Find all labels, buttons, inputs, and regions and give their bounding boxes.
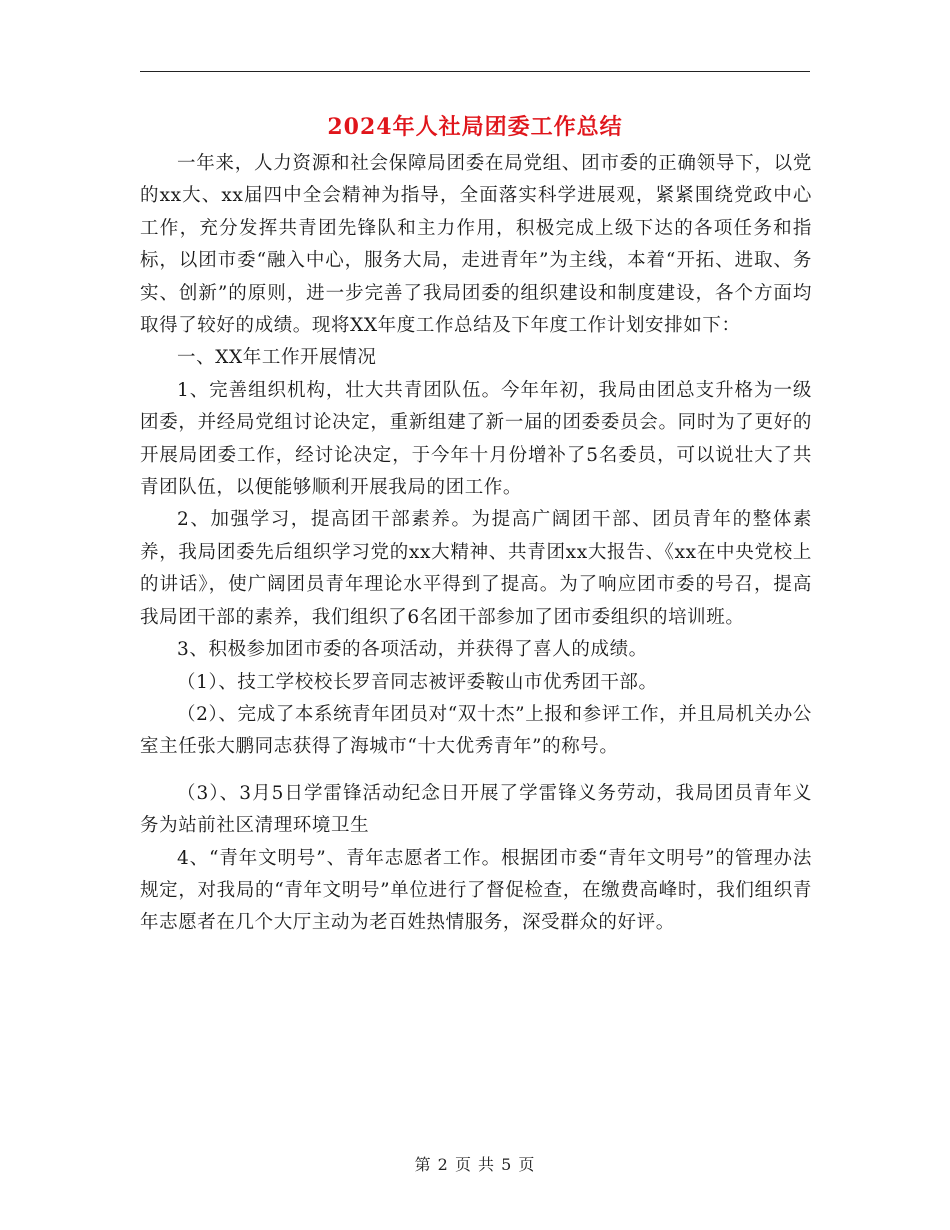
footer-page-number: 2 bbox=[437, 1155, 449, 1174]
page-footer bbox=[140, 1152, 810, 1175]
paragraph-item-2: 2、加强学习，提高团干部素养。为提高广阔团干部、团员青年的整体素养，我局团委先后组织学习党的xx大精神、共青团xx大报告、《xx在中央党校上的讲话》，使广阔团员青年理论水平得到了提高。为了响应团市委的号召，提高我局团干部的素养，我们组织了6名团干部参加了团市委组织的培训班。 bbox=[140, 509, 812, 628]
paragraph-item-1: 1、完善组织机构，壮大共青团队伍。今年年初，我局由团总支升格为一级团委，并经局党组讨论决定，重新组建了新一届的团委委员会。同时为了更好的开展局团委工作，经讨论决定，于今年十月份增补了5名委员，可以说壮大了共青团队伍，以便能够顺利开展我局的团工作。 bbox=[140, 379, 812, 499]
document-title: 2024年人社局团委工作总结 bbox=[327, 114, 623, 140]
footer-prefix: 第 bbox=[414, 1155, 432, 1174]
paragraph-intro: 一年来，人力资源和社会保障局团委在局党组、团市委的正确领导下，以党的xx大、xx届四中全会精神为指导，全面落实科学进展观，紧紧围绕党政中心工作，充分发挥共青团先锋队和主力作用，积极完成上级下达的各项任务和指标，以团市委“融入中心，服务大局，走进青年”为主线，本着“开拓、进取、务实、创新”的原则，进一步完善了我局团委的组织建设和制度建设，各个方面均取得了较好的成绩。现将XX年度工作总结及下年度工作计划安排如下： bbox=[140, 153, 812, 337]
paragraph-sub-2: （2）、完成了本系统青年团员对“双十杰”上报和参评工作，并且局机关办公室主任张大鹏同志获得了海城市“十大优秀青年”的称号。 bbox=[140, 703, 812, 758]
paragraph-sub-3: （3）、3月5日学雷锋活动纪念日开展了学雷锋义务劳动，我局团员青年义务为站前社区清理环境卫生 bbox=[140, 782, 812, 837]
footer-middle: 页 共 bbox=[454, 1155, 496, 1174]
paragraph-item-4: 4、“青年文明号”、青年志愿者工作。根据团市委“青年文明号”的管理办法规定，对我局的“青年文明号”单位进行了督促检查，在缴费高峰时，我们组织青年志愿者在几个大厅主动为老百姓热情服务，深受群众的好评。 bbox=[140, 847, 812, 934]
footer-suffix: 页 bbox=[518, 1155, 536, 1174]
paragraph-item-3: 3、积极参加团市委的各项活动，并获得了喜人的成绩。 bbox=[177, 639, 648, 661]
document-body bbox=[140, 148, 812, 940]
footer-total-pages: 5 bbox=[501, 1155, 513, 1174]
header-rule bbox=[140, 71, 810, 72]
paragraph-sub-1: （1）、技工学校校长罗音同志被评委鞍山市优秀团干部。 bbox=[177, 671, 658, 693]
section-heading: 一、XX年工作开展情况 bbox=[177, 347, 377, 369]
